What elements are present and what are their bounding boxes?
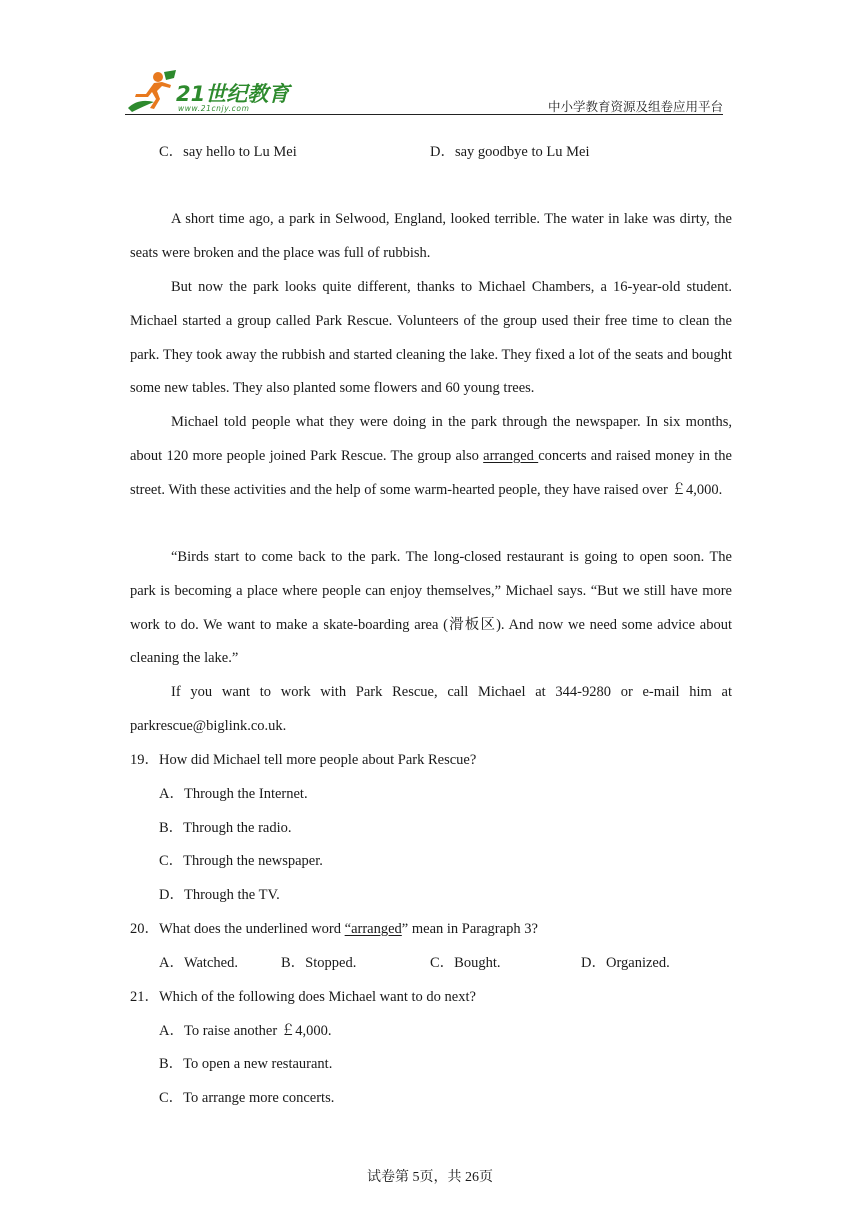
underlined-word: arranged [483,447,539,464]
passage-paragraph-4: “Birds start to come back to the park. The long-closed restaurant is going to open soon. The park is becoming a place where people can enjoy themselves,” Michael says. “But we still have more work to do. We want to make a skate-boarding area (滑板区). And now we need some advice about cleaning the lake.” [130,549,732,667]
site-logo [124,68,294,116]
q19-option-a: A．Through the Internet. [159,786,308,802]
q19-option-c: C．Through the newspaper. [159,853,323,869]
prev-option-c: C．say hello to Lu Mei [159,144,297,160]
runner-logo-icon [124,68,180,116]
q21-option-c: C．To arrange more concerts. [159,1090,335,1106]
passage-paragraph-1: A short time ago, a park in Selwood, England, looked terrible. The water in lake was dirty, the seats were broken and the place was full of rubbish. [130,211,732,261]
page-footer: 试卷第 5页，共 26页 [367,1170,493,1185]
question-20: 20．What does the underlined word “arranged” mean in Paragraph 3? [130,921,538,937]
logo-url: www.21cnjy.com [178,104,250,113]
q20-option-c: C．Bought. [430,955,501,971]
question-19: 19．How did Michael tell more people about Park Rescue? [130,752,477,768]
passage-paragraph-5: If you want to work with Park Rescue, call Michael at 344-9280 or e-mail him at parkrescue@biglink.co.uk. [130,684,732,734]
platform-name: 中小学教育资源及组卷应用平台 [547,99,723,114]
question-21: 21．Which of the following does Michael want to do next? [130,989,476,1005]
q19-option-b: B．Through the radio. [159,820,292,836]
prev-option-d: D．say goodbye to Lu Mei [430,144,590,160]
logo-text: 21世纪教育 [176,82,290,106]
q20-option-a: A．Watched. [159,955,238,971]
q21-option-a: A．To raise another ￡4,000. [159,1023,332,1039]
q21-option-b: B．To open a new restaurant. [159,1056,333,1072]
q20-option-b: B．Stopped. [281,955,357,971]
header-divider [125,114,723,115]
passage-paragraph-3: Michael told people what they were doing in the park through the newspaper. In six months, about 120 more people joined Park Rescue. The group also arranged concerts and raised money in the street. With these activities and the help of some warm-hearted people, they have raised over ￡4,000. [130,414,732,498]
underlined-term: “arranged [344,921,402,937]
passage-paragraph-2: But now the park looks quite different, thanks to Michael Chambers, a 16-year-old student. Michael started a group called Park Rescue. Volunteers of the group used their free time to clean the park. They took away the rubbish and started cleaning the lake. They fixed a lot of the seats and bought some new tables. They also planted some flowers and 60 young trees. [130,279,732,397]
q20-option-d: D．Organized. [581,955,670,971]
q19-option-d: D．Through the TV. [159,887,280,903]
